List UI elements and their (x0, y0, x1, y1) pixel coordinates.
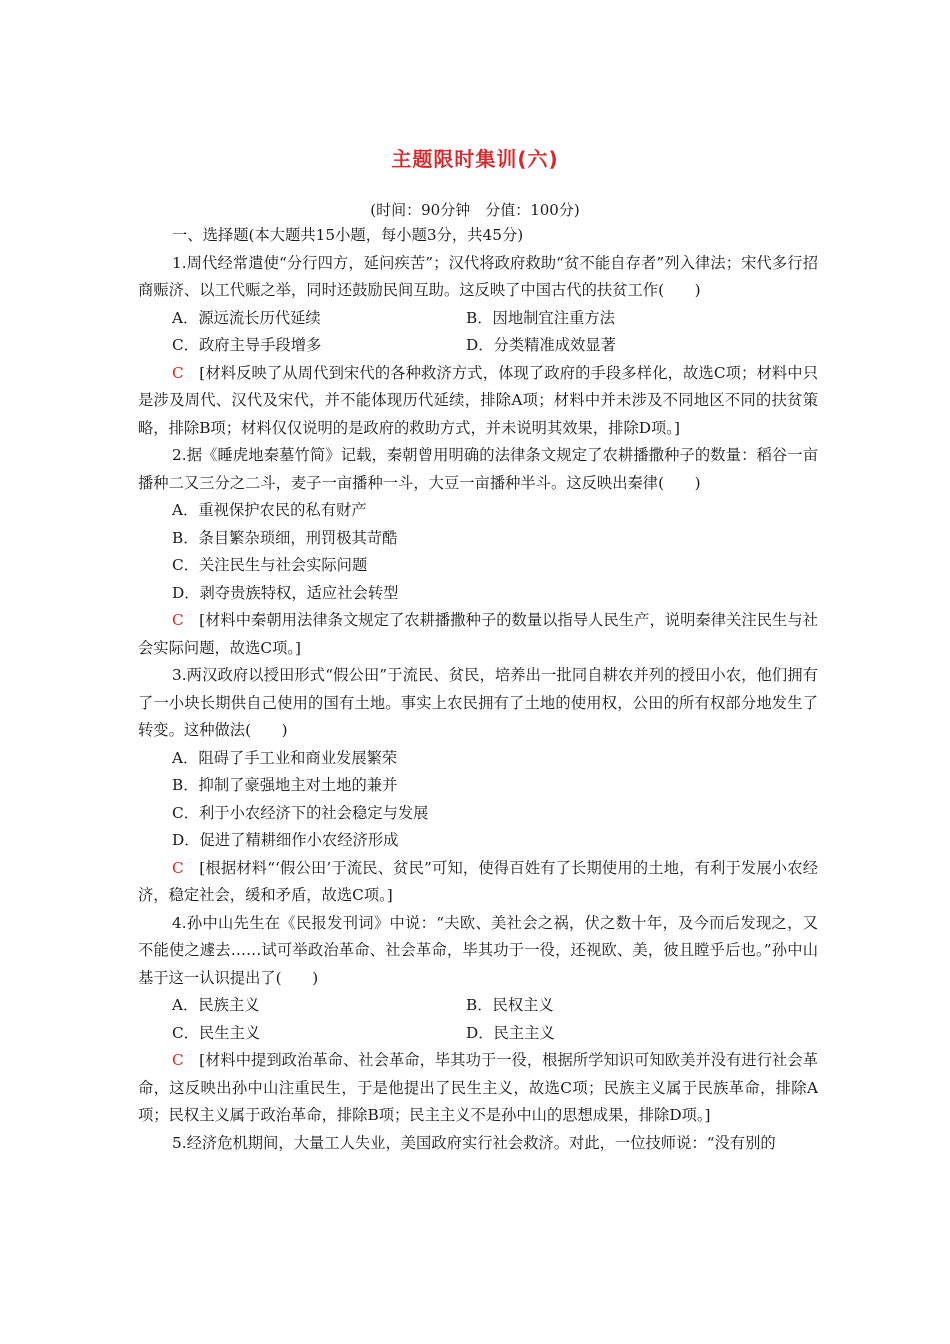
answer-analysis (138, 607, 818, 662)
option-a: A．源远流长历代延续 (172, 308, 321, 327)
option-d: D．促进了精耕细作小农经济形成 (172, 831, 399, 849)
exam-meta: (时间：90分钟 分值：100分) (370, 201, 580, 219)
question-stem: 3.两汉政府以授田形式“假公田”于流民、贫民，培养出一批同自耕农并列的授田小农，他们拥有了一小块长期供自己使用的国有土地。事实上农民拥有了土地的使用权，公田的所有权部分地发生了转变。这种做法( ) (138, 666, 818, 739)
option-d: D．民主主义 (466, 1023, 555, 1042)
option-d: D．分类精准成效显著 (466, 336, 616, 354)
option-c: C．关注民生与社会实际问题 (172, 556, 368, 574)
question-stem: 4.孙中山先生在《民报发刊词》中说：“夫欧、美社会之祸，伏之数十年，及今而后发现之，又不能使之遽去……试可举政治革命、社会革命，毕其功于一役，还视欧、美，彼且瞠乎后也。”孙中山基于这一认识提出了( ) (138, 913, 818, 987)
option-c: C．利于小农经济下的社会稳定与发展 (172, 803, 429, 822)
option-a: A．阻碍了手工业和商业发展繁荣 (172, 748, 398, 767)
answer-analysis (138, 360, 818, 443)
option-b: B．抑制了豪强地主对土地的兼并 (172, 776, 398, 794)
analysis-text: [材料中提到政治革命、社会革命，毕其功于一役，根据所学知识可知欧美并没有进行社会革命，这反映出孙中山注重民生，于是他提出了民生主义，故选C项；民族主义属于民族革命，排除A项；民权主义属于政治革命，排除B项；民主主义不是孙中山的思想成果，排除D项。] (138, 1051, 818, 1124)
option-a: A．民族主义 (172, 996, 260, 1014)
option-c: C．政府主导手段增多 (172, 336, 322, 354)
question-stem: 2.据《睡虎地秦墓竹简》记载，秦朝曾用明确的法律条文规定了农耕播撒种子的数量：稻谷一亩播种二又三分之二斗，麦子一亩播种一斗，大豆一亩播种半斗。这反映出秦律( ) (138, 446, 818, 492)
option-d: D．剥夺贵族特权，适应社会转型 (172, 583, 399, 602)
section-heading: 一、选择题(本大题共15小题，每小题3分，共45分) (172, 226, 524, 244)
answer-analysis (138, 855, 818, 910)
option-c: C．民生主义 (172, 1023, 261, 1042)
option-row (138, 992, 818, 1020)
answer-key: C (172, 611, 184, 629)
analysis-text: [材料反映了从周代到宋代的各种救济方式，体现了政府的手段多样化，故选C项；材料中只是涉及周代、汉代及宋代，并不能体现历代延续，排除A项；材料中并未涉及不同地区不同的扶贫策略，排除B项；材料仅仅说明的是政府的救助方式，并未说明其效果，排除D项。] (138, 363, 818, 437)
analysis-text: [根据材料“‘假公田’于流民、贫民”可知，使得百姓有了长期使用的土地，有利于发展小农经济，稳定社会，缓和矛盾，故选C项。] (138, 858, 818, 904)
option-b: B．民权主义 (466, 996, 554, 1014)
answer-analysis (138, 1047, 818, 1130)
option-b: B．条目繁杂琐细，刑罚极其苛酷 (172, 528, 398, 547)
answer-key: C (172, 1051, 184, 1069)
answer-key: C (172, 363, 184, 382)
answer-key: C (172, 858, 184, 877)
option-row (138, 332, 818, 360)
page-title: 主题限时集训(六) (391, 147, 559, 171)
question-list (138, 222, 818, 1157)
option-a: A．重视保护农民的私有财产 (172, 501, 367, 519)
analysis-text: [材料中秦朝用法律条文规定了农耕播撒种子的数量以指导人民生产，说明秦律关注民生与社会实际问题，故选C项。] (138, 611, 818, 657)
question-stem: 1.周代经常遣使“分行四方，延问疾苦”；汉代将政府救助“贫不能自存者”列入律法；宋代多行招商赈济、以工代赈之举，同时还鼓励民间互助。这反映了中国古代的扶贫工作( ) (138, 253, 818, 299)
question-stem: 5.经济危机期间，大量工人失业，美国政府实行社会救济。对此，一位技师说：“没有别的 (172, 1133, 776, 1152)
option-row (138, 305, 818, 333)
option-b: B．因地制宜注重方法 (466, 308, 615, 327)
option-row (138, 1020, 818, 1048)
